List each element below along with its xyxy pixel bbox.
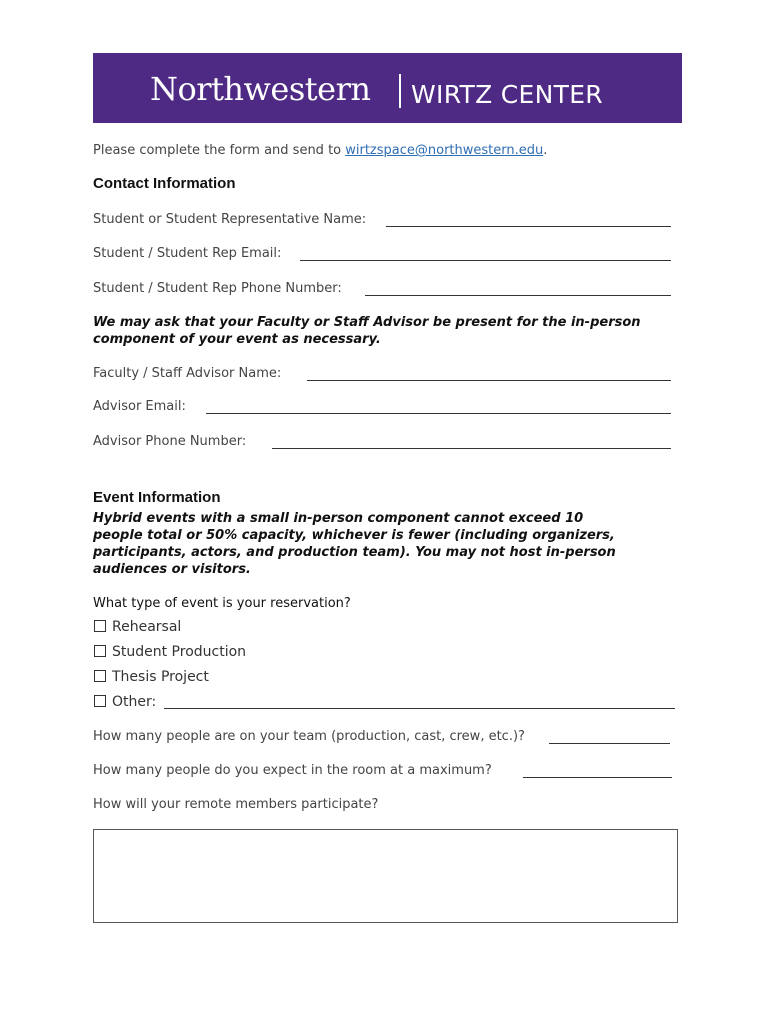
option-thesis-project[interactable]	[94, 668, 209, 686]
room-max-question: How many people do you expect in the room at a maximum?	[93, 763, 492, 778]
team-size-field[interactable]	[549, 743, 670, 744]
checkbox-thesis-project[interactable]	[94, 670, 106, 682]
contact-heading: Contact Information	[93, 175, 236, 192]
student-phone-field[interactable]	[365, 295, 671, 296]
header-divider	[399, 74, 401, 108]
intro-label: Please complete the form and send to	[93, 143, 346, 158]
event-note-line-2: people total or 50% capacity, whichever is fewer (including organizers,	[93, 528, 615, 543]
checkbox-rehearsal[interactable]	[94, 620, 106, 632]
advisor-name-label: Faculty / Staff Advisor Name:	[93, 366, 282, 381]
remote-answer-box[interactable]	[93, 829, 678, 923]
event-note-line-4: audiences or visitors.	[93, 562, 251, 577]
advisor-name-field[interactable]	[307, 380, 671, 381]
option-student-production-label: Student Production	[112, 644, 247, 660]
option-other-label: Other:	[112, 694, 157, 710]
student-email-label: Student / Student Rep Email:	[93, 246, 282, 261]
header-banner	[93, 53, 682, 123]
advisor-phone-label: Advisor Phone Number:	[93, 434, 247, 449]
event-heading: Event Information	[93, 489, 221, 506]
student-name-label: Student or Student Representative Name:	[93, 212, 367, 227]
advisor-note-line-2: component of your event as necessary.	[93, 332, 381, 347]
advisor-email-label: Advisor Email:	[93, 399, 186, 414]
remote-question: How will your remote members participate?	[93, 797, 379, 812]
option-rehearsal[interactable]	[94, 618, 181, 636]
advisor-phone-field[interactable]	[272, 448, 671, 449]
room-max-field[interactable]	[523, 777, 672, 778]
checkbox-student-production[interactable]	[94, 645, 106, 657]
event-note-line-3: participants, actors, and production team). You may not host in-person	[93, 545, 616, 560]
northwestern-wordmark: Northwestern	[150, 70, 371, 108]
email-link[interactable]: wirtzspace@northwestern.edu	[345, 143, 544, 158]
student-email-field[interactable]	[300, 260, 671, 261]
option-thesis-project-label: Thesis Project	[112, 669, 209, 685]
intro-text	[93, 143, 547, 159]
checkbox-other[interactable]	[94, 695, 106, 707]
event-type-question: What type of event is your reservation?	[93, 596, 351, 611]
option-student-production[interactable]	[94, 643, 246, 661]
advisor-note-line-1: We may ask that your Faculty or Staff Advisor be present for the in-person	[93, 315, 641, 330]
option-other[interactable]	[94, 693, 156, 711]
other-field[interactable]	[164, 708, 675, 709]
advisor-email-field[interactable]	[206, 413, 671, 414]
team-size-question: How many people are on your team (production, cast, crew, etc.)?	[93, 729, 525, 744]
center-name: WIRTZ CENTER	[411, 80, 603, 109]
event-note-line-1: Hybrid events with a small in-person component cannot exceed 10	[93, 511, 584, 526]
intro-period: .	[543, 143, 548, 158]
student-phone-label: Student / Student Rep Phone Number:	[93, 281, 342, 296]
option-rehearsal-label: Rehearsal	[112, 619, 182, 635]
student-name-field[interactable]	[386, 226, 671, 227]
